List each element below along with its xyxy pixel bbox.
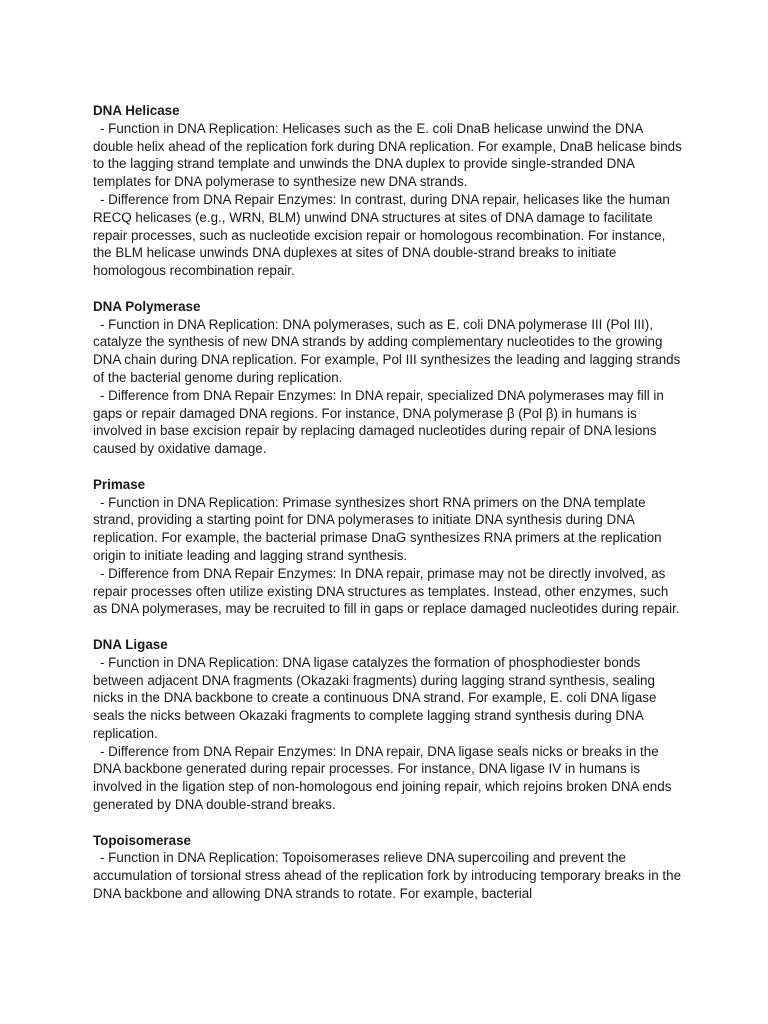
section-dna-helicase [93, 102, 683, 280]
document-page [93, 102, 683, 921]
section-dna-ligase [93, 636, 683, 814]
difference-paragraph: - Difference from DNA Repair Enzymes: In contrast, during DNA repair, helicases like the human RECQ helicases (e.g., WRN, BLM) unwind DNA structures at sites of DNA damage to facilitate repair processes, such as nucleotide excision repair or homologous recombination. For instance, the BLM helicase unwinds DNA duplexes at sites of DNA double-strand breaks to initiate homologous recombination repair. [93, 191, 670, 279]
section-dna-polymerase [93, 298, 683, 458]
section-heading: Topoisomerase [93, 832, 191, 848]
function-paragraph: - Function in DNA Replication: DNA polymerases, such as E. coli DNA polymerase III (Pol III), catalyze the synthesis of new DNA strands by adding complementary nucleotides to the growing DNA chain during DNA replication. For example, Pol III synthesizes the leading and lagging strands of the bacterial genome during replication. [93, 316, 681, 385]
section-heading: DNA Ligase [93, 636, 168, 652]
section-primase [93, 476, 683, 618]
difference-paragraph: - Difference from DNA Repair Enzymes: In DNA repair, primase may not be directly involved, as repair processes often utilize existing DNA structures as templates. Instead, other enzymes, such as DNA polymerases, may be recruited to fill in gaps or replace damaged nucleotides during repair. [93, 565, 680, 617]
difference-paragraph: - Difference from DNA Repair Enzymes: In DNA repair, specialized DNA polymerases may fill in gaps or repair damaged DNA regions. For instance, DNA polymerase β (Pol β) in humans is involved in base excision repair by replacing damaged nucleotides during repair of DNA lesions caused by oxidative damage. [93, 387, 664, 457]
function-paragraph: - Function in DNA Replication: Helicases such as the E. coli DnaB helicase unwind the DNA double helix ahead of the replication fork during DNA replication. For example, DnaB helicase binds to the lagging strand template and unwinds the DNA duplex to provide single-stranded DNA templates for DNA polymerase to synthesize new DNA strands. [93, 120, 682, 190]
section-heading: DNA Polymerase [93, 298, 201, 314]
section-heading: DNA Helicase [93, 103, 180, 118]
section-topoisomerase [93, 832, 683, 903]
function-paragraph: - Function in DNA Replication: Topoisomerases relieve DNA supercoiling and prevent the accumulation of torsional stress ahead of the replication fork by introducing temporary breaks in the DNA backbone and allowing DNA strands to rotate. For example, bacterial [93, 850, 682, 902]
difference-paragraph: - Difference from DNA Repair Enzymes: In DNA repair, DNA ligase seals nicks or breaks in the DNA backbone generated during repair processes. For instance, DNA ligase IV in humans is involved in the ligation step of non-homologous end joining repair, which rejoins broken DNA ends generated by DNA double-strand breaks. [93, 743, 672, 813]
section-heading: Primase [93, 476, 146, 492]
function-paragraph: - Function in DNA Replication: Primase synthesizes short RNA primers on the DNA template strand, providing a starting point for DNA polymerases to initiate DNA synthesis during DNA replication. For example, the bacterial primase DnaG synthesizes RNA primers at the replication origin to initiate leading and lagging strand synthesis. [93, 494, 662, 563]
function-paragraph: - Function in DNA Replication: DNA ligase catalyzes the formation of phosphodiester bonds between adjacent DNA fragments (Okazaki fragments) during lagging strand synthesis, sealing nicks in the DNA backbone to create a continuous DNA strand. For example, E. coli DNA ligase seals the nicks between Okazaki fragments to complete lagging strand synthesis during DNA replication. [93, 654, 657, 741]
